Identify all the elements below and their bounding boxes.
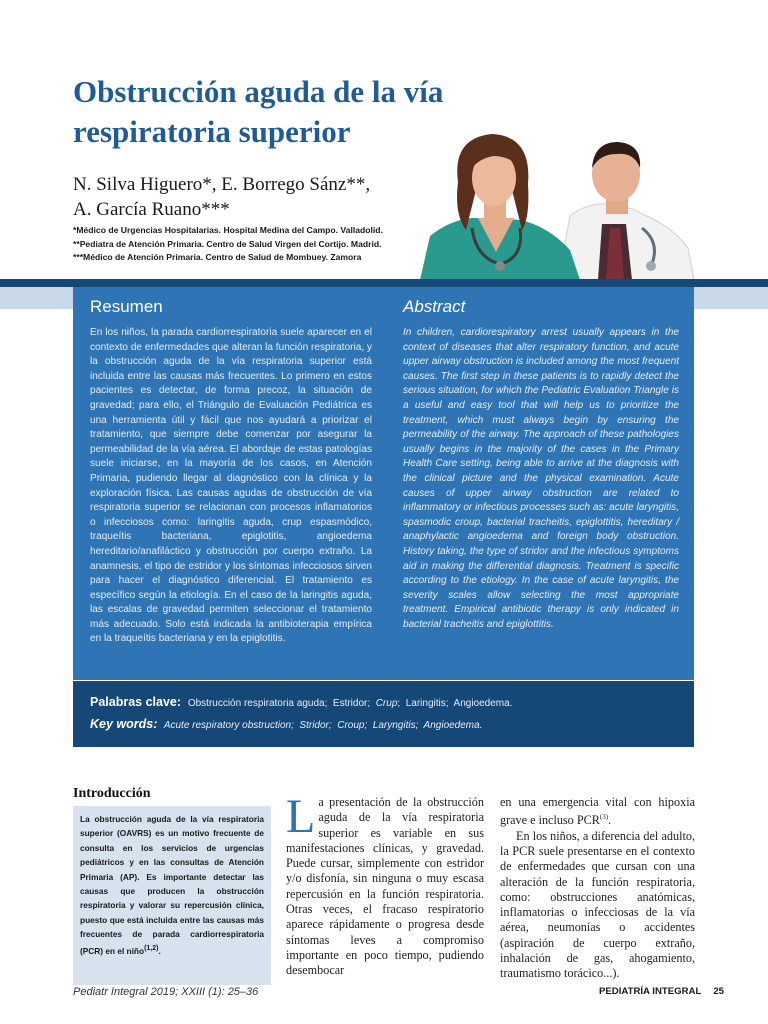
keywords-box (73, 681, 694, 747)
palabras-clave-items-b: ; Laringitis; Angioedema. (397, 698, 513, 709)
body-column-3-p1 (500, 795, 695, 829)
authors-photo-illustration (420, 128, 696, 280)
resumen-heading: Resumen (90, 297, 163, 316)
callout-body: La obstrucción aguda de la vía respiratoria superior (OAVRS) es un motivo frecuente de consulta en los servicios de urgencias pediátricos y en las consultas de Atención Primaria (AP). Es importante detectar las causas que producen la obstrucción respiratoria y valorar su repercusión clínica, puesto que está incluida entre las causas más frecuentes de parada cardiorrespiratoria (PCR) en el niño (80, 814, 264, 956)
footer-citation: Pediatr Integral 2019; XXIII (1): 25–36 (73, 986, 259, 998)
intro-heading: Introducción (73, 786, 151, 801)
header-band (0, 279, 768, 287)
key-words-label: Key words: (90, 717, 158, 731)
authors-line-2: A. García Ruano*** (73, 199, 230, 220)
article-title: Obstrucción aguda de la vía respiratoria superior (73, 74, 444, 149)
resumen-text: En los niños, la parada cardiorrespiratoria suele aparecer en el contexto de enfermedades que alteran la función respiratoria, y la obstrucción aguda de la vía respiratoria superior está incluida entre las causas más frecuentes. Lo primero en estos pacientes es detectar, de forma precoz, la situación de gravedad; para ello, el Triángulo de Evaluación Pediátrica es una herramienta útil y fácil que nos ayudará a priorizar el tratamiento, que siempre debe comenzar por asegurar la permeabilidad de la vía aérea. El abordaje de estas patologías suele iniciarse, en la mayoría de los casos, en Atención Primaria, pudiendo llegar al diagnóstico con la clínica y la exploración física. Las causas agudas de obstrucción de vía respiratoria superior se relacionan con procesos inflamatorios o infecciosos como: laringitis aguda, crup espasmódico, traqueítis bacteriana, epiglotitis, angioedema hereditario/anafiláctico y obstrucción por cuerpo extraño. La anamnesis, el tipo de estridor y los síntomas infecciosos sirven para hacer el diagnóstico diferencial. El tratamiento es específico según la etiología. En el caso de la laringitis aguda, las escalas de gravedad permiten seleccionar el tratamiento más adecuado. Solo está indicada la antibioterapia empírica en la traqueítis bacteriana y en la epiglotitis. (90, 327, 372, 645)
body-column-2 (286, 790, 484, 979)
palabras-clave-crup: Crup (375, 698, 398, 709)
affiliation-2: **Pediatra de Atención Primaria. Centro de Salud Virgen del Cortijo. Madrid. (73, 238, 382, 249)
affiliation-1: *Médico de Urgencias Hospitalarias. Hospital Medina del Campo. Valladolid. (73, 225, 383, 235)
affiliation-3: ***Médico de Atención Primaria. Centro de Salud de Mombuey. Zamora (73, 252, 362, 262)
abstract-text: In children, cardiorespiratory arrest usually appears in the context of diseases that alter respiratory function, and acute upper airway obstruction is included among the most frequent causes. The first step in these patients is to rapidly detect the serious situation, for which the Pediatric Evaluation Triangle is a useful and easy tool that will help us to prioritize the treatment, which must always begin by ensuring the permeability of the airway. The approach of these pathologies usually begins in the majority of the cases in the Primary Health Care setting, being able to arrive at the diagnosis with the clinical picture and the physical examination. Acute causes of upper airway obstruction are related to inflammatory or infectious processes such as: acute laryngitis, spasmodic croup, bacterial tracheitis, epiglottitis, hereditary / anaphylactic angioedema and foreign body obstruction. History taking, the type of stridor and the infectious symptoms aid in making the differential diagnosis. Treatment is specific according to the etiology. In the case of acute laryngitis, the severity scales allow selecting the most appropriate treatment. Empirical antibiotic therapy is only indicated in bacterial tracheitis and epiglottitis. (403, 327, 679, 630)
abstract-heading: Abstract (403, 297, 466, 316)
affiliations (73, 224, 433, 265)
callout-end: . (158, 945, 161, 956)
palabras-clave-label: Palabras clave: (90, 695, 182, 709)
authors (73, 172, 433, 222)
col3-p1-end: . (608, 813, 612, 828)
col3-p1-ref: (3) (599, 813, 609, 822)
footer-journal-name: PEDIATRÍA INTEGRAL (598, 986, 702, 997)
col3-p1-text: en una emergencia vital con hipoxia grave e incluso PCR (500, 795, 695, 828)
palabras-clave (90, 695, 512, 709)
abstract-box (73, 287, 694, 680)
body-column-3-p2: En los niños, a diferencia del adulto, la PCR suele presentarse en el contexto de enfermedades que cursan con una alteración de la función respiratoria, como: obstrucciones anatómicas, inflamatorias o infecciosas de la vía aérea, neumonías o accidentes (aspiración de cuerpo extraño, inhalación de gas, ahogamiento, traumatismo torácico...). (500, 828, 695, 981)
footer-journal (587, 986, 724, 997)
intro-callout (73, 806, 271, 985)
drop-cap: L (286, 790, 316, 843)
callout-text (80, 812, 264, 958)
page-number: 25 (713, 986, 724, 997)
authors-photo (420, 128, 696, 280)
key-words-items: Acute respiratory obstruction; Stridor; Croup; Laryngitis; Angioedema. (163, 720, 483, 731)
key-words (90, 717, 482, 731)
authors-line-1: N. Silva Higuero*, E. Borrego Sánz**, (73, 174, 371, 195)
palabras-clave-items-a: Obstrucción respiratoria aguda; Estridor; (187, 698, 376, 709)
body-column-2-text: a presentación de la obstrucción aguda de la vía respiratoria superior es variable en sus manifestaciones clínicas, y gravedad. Puede cursar, simplemente con estridor y/o disfonía, sin ninguna o muy escasa repercusión en la función respiratoria. Otras veces, el fracaso respiratorio aparece rápidamente o progresa desde síntomas leves a compromiso importante en poco tiempo, pudiendo desembocar (286, 795, 484, 978)
callout-ref: (1,2) (144, 944, 159, 952)
body-column-3 (500, 795, 695, 982)
